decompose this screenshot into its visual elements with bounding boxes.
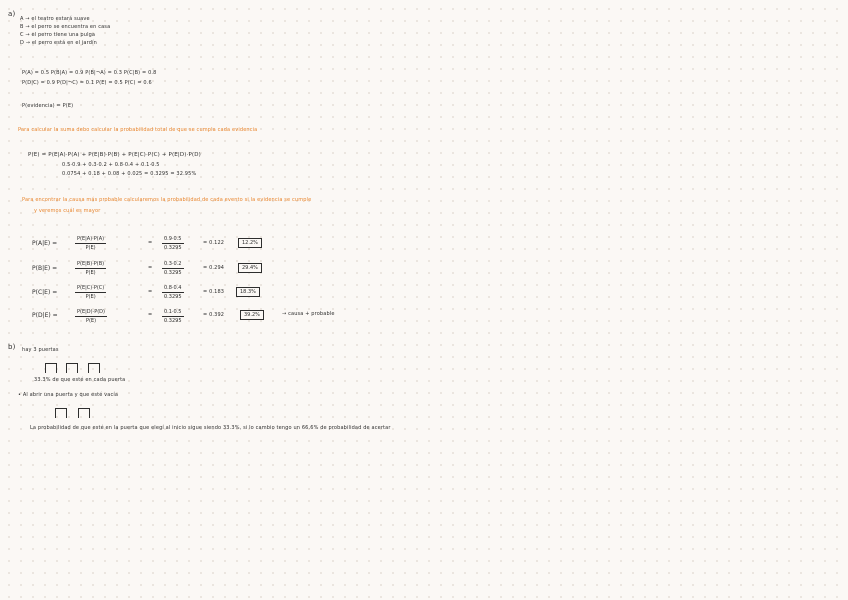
arrow-note: → causa + probable [282, 311, 335, 317]
door-icon [88, 363, 100, 373]
bayes-lhs: P(A|E) = [32, 240, 58, 247]
bayes-calc [162, 309, 184, 324]
bayes-approx: = 0.294 [203, 265, 225, 271]
probability-line: P(A) = 0.5 P(B|A) = 0.9 P(B|¬A) = 0.3 P(C|B) = 0.8 [22, 70, 157, 76]
bayes-lhs: P(B|E) = [32, 265, 58, 272]
calc-denominator: 0.3295 [164, 294, 182, 300]
door-icon [66, 363, 78, 373]
calc-numerator: 0.3·0.2 [164, 261, 182, 267]
bayes-calc [162, 236, 184, 251]
section-b-line: 33.3% de que esté en cada puerta [34, 377, 126, 383]
formula-numerator: P(E|B)·P(B) [77, 261, 105, 267]
bayes-approx: = 0.122 [203, 240, 225, 246]
bayes-formula [75, 236, 106, 251]
bayes-formula [75, 309, 107, 324]
section-a-number: a) [8, 10, 16, 18]
section-b-title: hay 3 puertas [22, 347, 59, 353]
bayes-approx: = 0.392 [203, 312, 225, 318]
orange-note: Para encontrar la causa más probable calcularemos la probabilidad de cada evento si la evidencia se cumple [22, 197, 312, 203]
calc-denominator: 0.3295 [164, 318, 182, 324]
bayes-result: 39.2% [240, 310, 264, 320]
definition-line: C → el perro tiene una pulga [20, 32, 96, 38]
notebook-page: a) A → el teatro estará suave B → el perro se encuentra en casa C → el perro tiene una pulga D → el perro está en el jardín P(A) = 0.5 P(B|A) = 0.9 P(B|¬A) = 0.3 P(C|B) = 0.8 P(D|C) = 0.9 P(D|¬C) = 0.1 P(E) = 0.5 P(C) = 0.6 P(evidencia) = P(E) Para calcular la suma debo calcular la probabilidad total de que se cumpla cada evidencia P(E) = P(E|A)·P(A) + P(E|B)·P(B) + P(E|C)·P(C) + P(E|D)·P(D) 0.5·0.9 + 0.3·0.2 + 0.8·0.4 + 0.1·0.5 0.0754 + 0.18 + 0.08 + 0.025 = 0.3295 = 32.95% Para encontrar la causa más probable calcularemos la probabilidad de cada evento si la evidencia se cumple y veremos cuál es mayor P(A|E) = $\frac{P(E|A)\cdot P(A)}{P(E)}$ = $\frac{0.9\cdot 0.5}{0.3295}$ = 0.122 12.2% P(B|E) = $\frac{P(E|B)\cdot P(B)}{P(E)}$ = $\frac{0.3\cdot 0.2}{0.3295}$ = 0.294 29.4% P(C|E) = $\frac{P(E|C)\cdot P(C)}{P(E)}$ = $\frac{0.8\cdot 0.4}{0.3295}$ = 0.183 18.3% P(D|E) = $\frac{P(E|D)\cdot P(D)}{P(E)}$ = $\frac{0.1\cdot 0.5}{0.3295}$ = 0.392 39.2% → causa + probable b) hay 3 puertas 33.3% de que esté en cada puerta • Al abrir una puerta y que esté vacía La probabilidad de que esté en la puerta que elegí al inicio sigue siendo 33.3%, si lo cambio tengo un 66.6% de probabilidad de acertar [8, 10, 391, 431]
definition-line: B → el perro se encuentra en casa [20, 24, 111, 30]
formula-denominator: P(E) [85, 318, 97, 324]
definition-line: A → el teatro estará suave [20, 16, 90, 22]
total-probability-line: P(E) = P(E|A)·P(A) + P(E|B)·P(B) + P(E|C)·P(C) + P(E|D)·P(D) [28, 152, 201, 158]
bayes-formula [75, 261, 106, 276]
section-b-line: • Al abrir una puerta y que esté vacía [18, 392, 119, 398]
bayes-result: 12.2% [238, 238, 262, 248]
formula-numerator: P(E|A)·P(A) [77, 236, 105, 242]
section-b-conclusion: La probabilidad de que esté en la puerta que elegí al inicio sigue siendo 33.3%, si lo cambio tengo un 66.6% de probabilidad de acertar [30, 425, 391, 431]
orange-note: y veremos cuál es mayor [34, 208, 101, 214]
definition-line: D → el perro está en el jardín [20, 40, 97, 46]
bayes-calc [162, 285, 184, 300]
bayes-result: 29.4% [238, 263, 262, 273]
formula-denominator: P(E) [85, 270, 96, 276]
calc-numerator: 0.9·0.5 [164, 236, 182, 242]
bayes-calc [162, 261, 184, 276]
formula-denominator: P(E) [85, 294, 96, 300]
bayes-lhs: P(D|E) = [32, 312, 58, 319]
section-b-number: b) [8, 343, 16, 351]
bayes-formula [75, 285, 106, 300]
formula-numerator: P(E|D)·P(D) [77, 309, 105, 315]
total-probability-line: 0.0754 + 0.18 + 0.08 + 0.025 = 0.3295 = 32.95% [62, 171, 197, 177]
probability-line: P(D|C) = 0.9 P(D|¬C) = 0.1 P(E) = 0.5 P(C) = 0.6 [22, 80, 152, 86]
orange-note: Para calcular la suma debo calcular la probabilidad total de que se cumpla cada evidencia [18, 127, 258, 133]
calc-numerator: 0.1·0.5 [164, 309, 182, 315]
calc-denominator: 0.3295 [164, 270, 182, 276]
calc-denominator: 0.3295 [164, 245, 182, 251]
total-probability-line: 0.5·0.9 + 0.3·0.2 + 0.8·0.4 + 0.1·0.5 [62, 162, 160, 168]
door-icon [55, 408, 67, 418]
bayes-approx: = 0.183 [203, 289, 225, 295]
bayes-result: 18.3% [236, 287, 260, 297]
formula-denominator: P(E) [85, 245, 96, 251]
bayes-lhs: P(C|E) = [32, 289, 58, 296]
door-icon [45, 363, 57, 373]
formula-numerator: P(E|C)·P(C) [77, 285, 105, 291]
calc-numerator: 0.8·0.4 [164, 285, 182, 291]
door-icon [78, 408, 90, 418]
target-line: P(evidencia) = P(E) [22, 103, 74, 109]
